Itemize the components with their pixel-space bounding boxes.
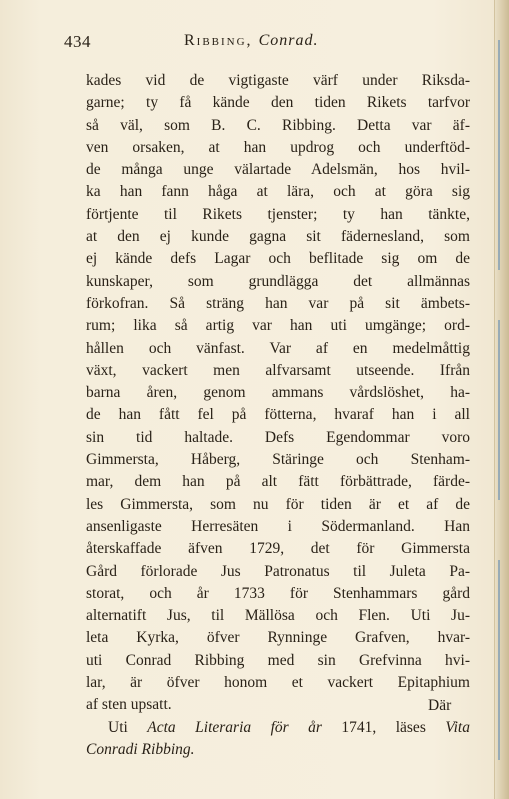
text-line: hållen och vänfast. Var af en medelmåttig [86, 339, 470, 357]
italic-title: Conradi Ribbing. [86, 740, 195, 758]
text-line: kunskaper, som grundlägga det allmännas [86, 272, 470, 290]
text-line: lar, är öfver honom et vackert Epitaphium [86, 674, 470, 692]
text-line: uti Conrad Ribbing med sin Grefvinna hvi- [86, 651, 470, 669]
paragraph-1 [86, 70, 470, 717]
text-line: at den ej kunde gagna sit fädernesland, som [86, 228, 470, 246]
edge-seam [498, 560, 500, 760]
text-line: Gård förlorade Jus Patronatus til Juleta Pa- [86, 562, 470, 580]
text-line: ej kände defs Lagar och beflitade sig om de [86, 250, 470, 268]
text-line: de många unge välartade Adelsmän, hos hvil- [86, 161, 470, 179]
text-line: leta Kyrka, öfver Rynninge Grafven, hvar- [86, 629, 470, 647]
text-line: återskaffade äfven 1729, det för Gimmersta [86, 540, 470, 558]
text-fragment: Uti [108, 718, 148, 736]
italic-title: Vita [445, 718, 470, 736]
text-line: barna åren, genom ammans vårdslöshet, ha- [86, 384, 470, 402]
edge-seam [498, 320, 500, 500]
text-line: kades vid de vigtigaste värf under Riksda- [86, 72, 470, 89]
text-line: les Gimmersta, som nu för tiden är et af de [86, 495, 470, 513]
running-title-given-name: Conrad. [258, 32, 319, 49]
text-line: ven orsaken, at han updrog och underftöd- [86, 138, 470, 156]
page-gutter-edge [494, 0, 509, 799]
catchword: Där [428, 697, 452, 714]
paragraph-2 [86, 717, 470, 762]
edge-seam [498, 40, 500, 270]
text-line: förkofran. Så sträng han var på sit ämbets- [86, 294, 470, 312]
text-line: ansenligaste Herresäten i Södermanland. Han [86, 517, 470, 535]
text-fragment: 1741, läses [321, 718, 446, 736]
text-line: rum; lika så artig var han uti umgänge; ord- [86, 317, 470, 335]
text-line: förtjente til Rikets tjenster; ty han tänkte, [86, 205, 470, 223]
text-line: af sten upsatt. [86, 696, 172, 714]
body-text [86, 70, 470, 761]
page-number: 434 [64, 32, 91, 51]
text-line: storat, och år 1733 för Stenhammars gård [86, 584, 470, 602]
running-title [184, 32, 318, 50]
running-head [64, 32, 464, 56]
text-line: alternatift Jus, til Mällösa och Flen. Uti Ju- [86, 607, 470, 625]
text-line: sin tid haltade. Defs Egendommar voro [86, 428, 470, 446]
text-line: garne; ty få kände den tiden Rikets tarfvor [86, 94, 470, 112]
italic-title: Acta Literaria för år [147, 718, 322, 736]
text-line: ka han fann håga at lära, och at göra sig [86, 183, 470, 201]
text-line [86, 739, 470, 761]
text-line: Gimmersta, Håberg, Stäringe och Stenham- [86, 451, 470, 469]
text-line: de han fått fel på fötterna, hvaraf han i all [86, 406, 470, 424]
text-line [86, 717, 470, 739]
running-title-surname: Ribbing, [184, 32, 253, 49]
text-line: mar, dem han på alt fätt förbättrade, färde- [86, 473, 470, 491]
text-line: växt, vackert men alfvarsamt utseende. Ifrån [86, 361, 470, 379]
text-line: så väl, som B. C. Ribbing. Detta var äf- [86, 116, 470, 134]
